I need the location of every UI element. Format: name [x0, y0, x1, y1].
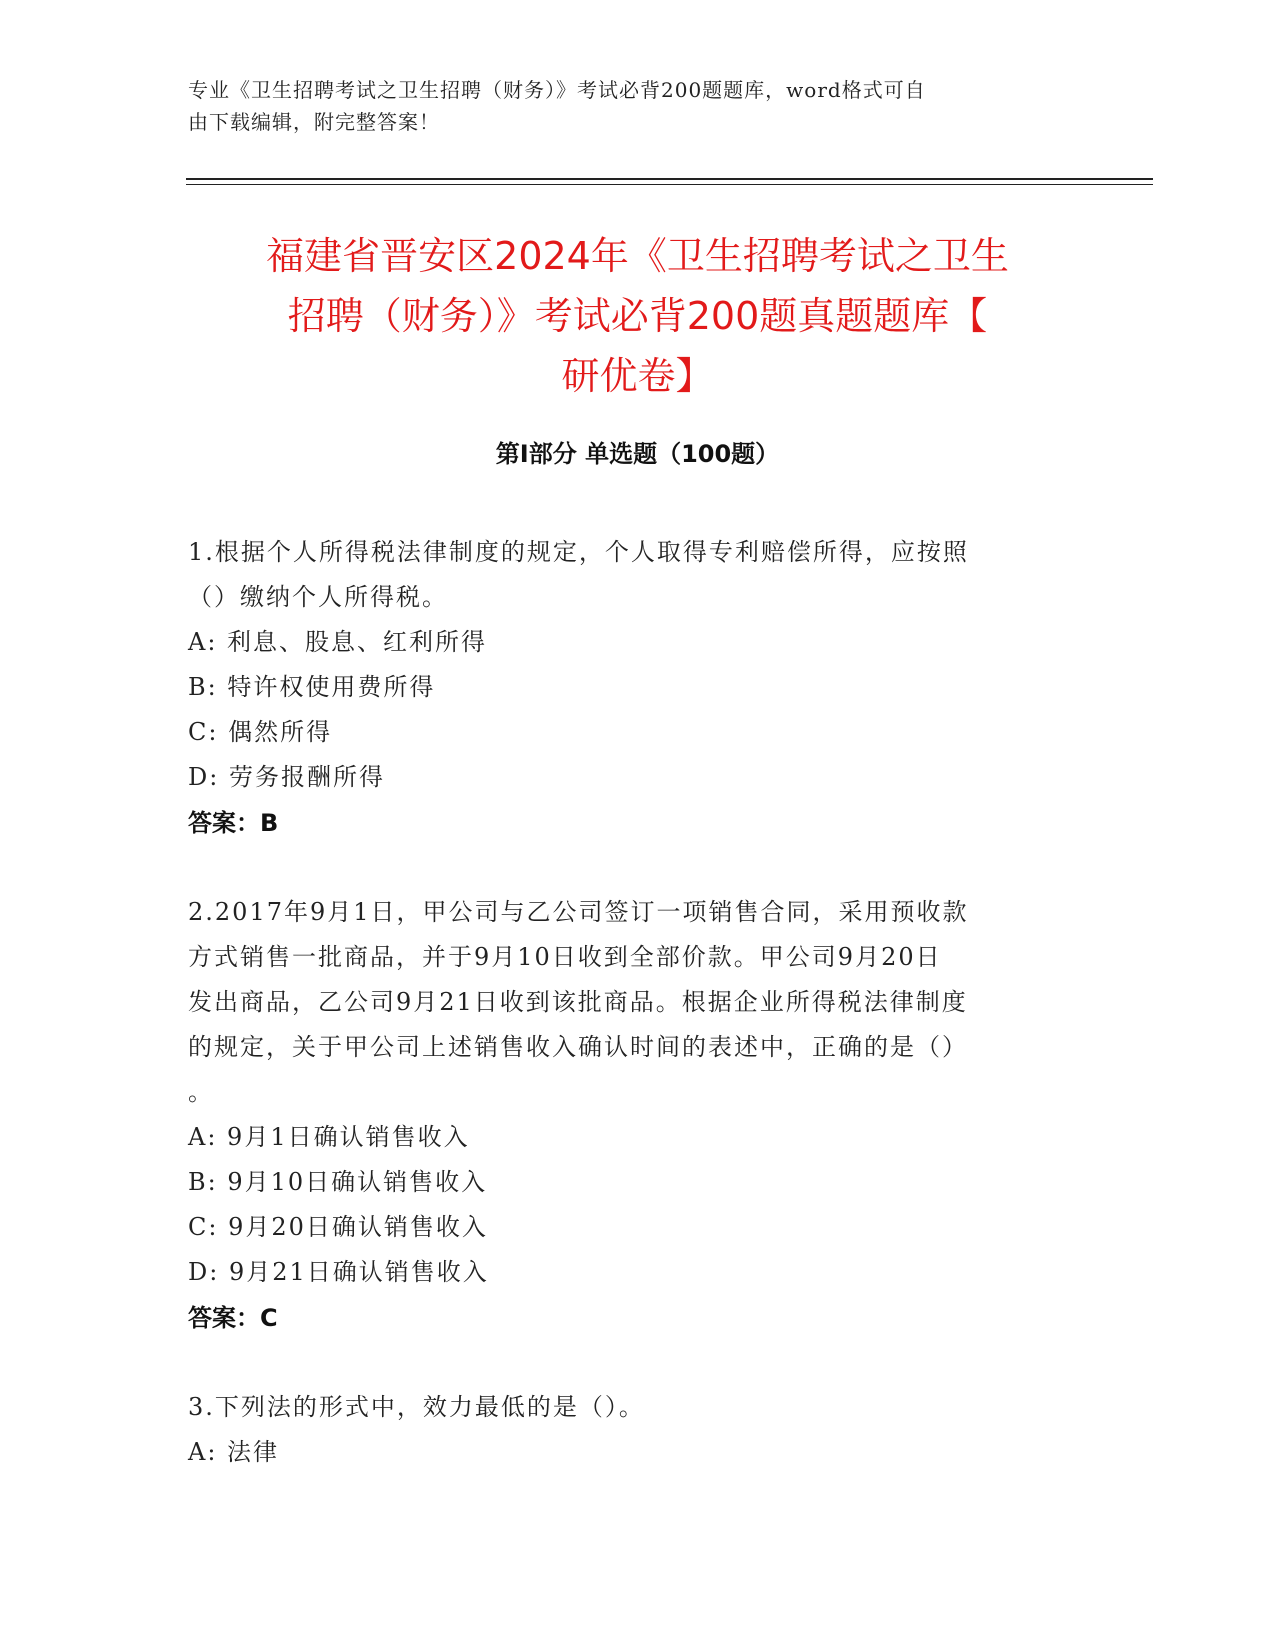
question-option: A: 9月1日确认销售收入 [188, 1123, 470, 1151]
question-stem-line: 发出商品，乙公司9月21日收到该批商品。根据企业所得税法律制度 [188, 988, 968, 1016]
title-line: 招聘（财务）》考试必背200题真题题库【 [287, 294, 988, 338]
question-stem-line: 2.2017年9月1日，甲公司与乙公司签订一项销售合同，采用预收款 [188, 898, 969, 926]
question-option: C: 9月20日确认销售收入 [188, 1213, 488, 1241]
question-stem-line: 。 [188, 1078, 214, 1106]
document-title [180, 226, 1095, 406]
question-option: B: 9月10日确认销售收入 [188, 1168, 488, 1196]
title-line: 福建省晋安区2024年《卫生招聘考试之卫生 [266, 234, 1009, 278]
header-divider [186, 178, 1153, 180]
question-option: D: 劳务报酬所得 [188, 763, 385, 791]
question-stem-line: 方式销售一批商品，并于9月10日收到全部价款。甲公司9月20日 [188, 943, 942, 971]
question-stem-line: 3.下列法的形式中，效力最低的是（）。 [188, 1393, 645, 1421]
intro-line: 由下载编辑，附完整答案！ [188, 110, 440, 134]
question-item [188, 1385, 1068, 1475]
question-option: A: 法律 [188, 1438, 280, 1466]
question-item [188, 890, 1068, 1341]
question-stem-line: 1.根据个人所得税法律制度的规定，个人取得专利赔偿所得，应按照 [188, 538, 969, 566]
question-answer: 答案：C [188, 1304, 278, 1332]
question-option: C: 偶然所得 [188, 718, 333, 746]
question-option: A: 利息、股息、红利所得 [188, 628, 488, 656]
document-intro [188, 74, 1068, 138]
header-divider-thin [186, 184, 1153, 185]
question-stem-line: （）缴纳个人所得税。 [188, 583, 448, 611]
title-line: 研优卷】 [561, 354, 714, 398]
question-answer: 答案：B [188, 809, 279, 837]
section-heading: 第Ⅰ部分 单选题（100题） [495, 440, 780, 468]
question-list [188, 530, 1068, 1519]
question-item [188, 530, 1068, 846]
question-stem-line: 的规定，关于甲公司上述销售收入确认时间的表述中，正确的是（） [188, 1033, 968, 1061]
question-option: D: 9月21日确认销售收入 [188, 1258, 489, 1286]
question-option: B: 特许权使用费所得 [188, 673, 436, 701]
intro-line: 专业《卫生招聘考试之卫生招聘（财务）》考试必背200题题库，word格式可自 [188, 78, 926, 102]
